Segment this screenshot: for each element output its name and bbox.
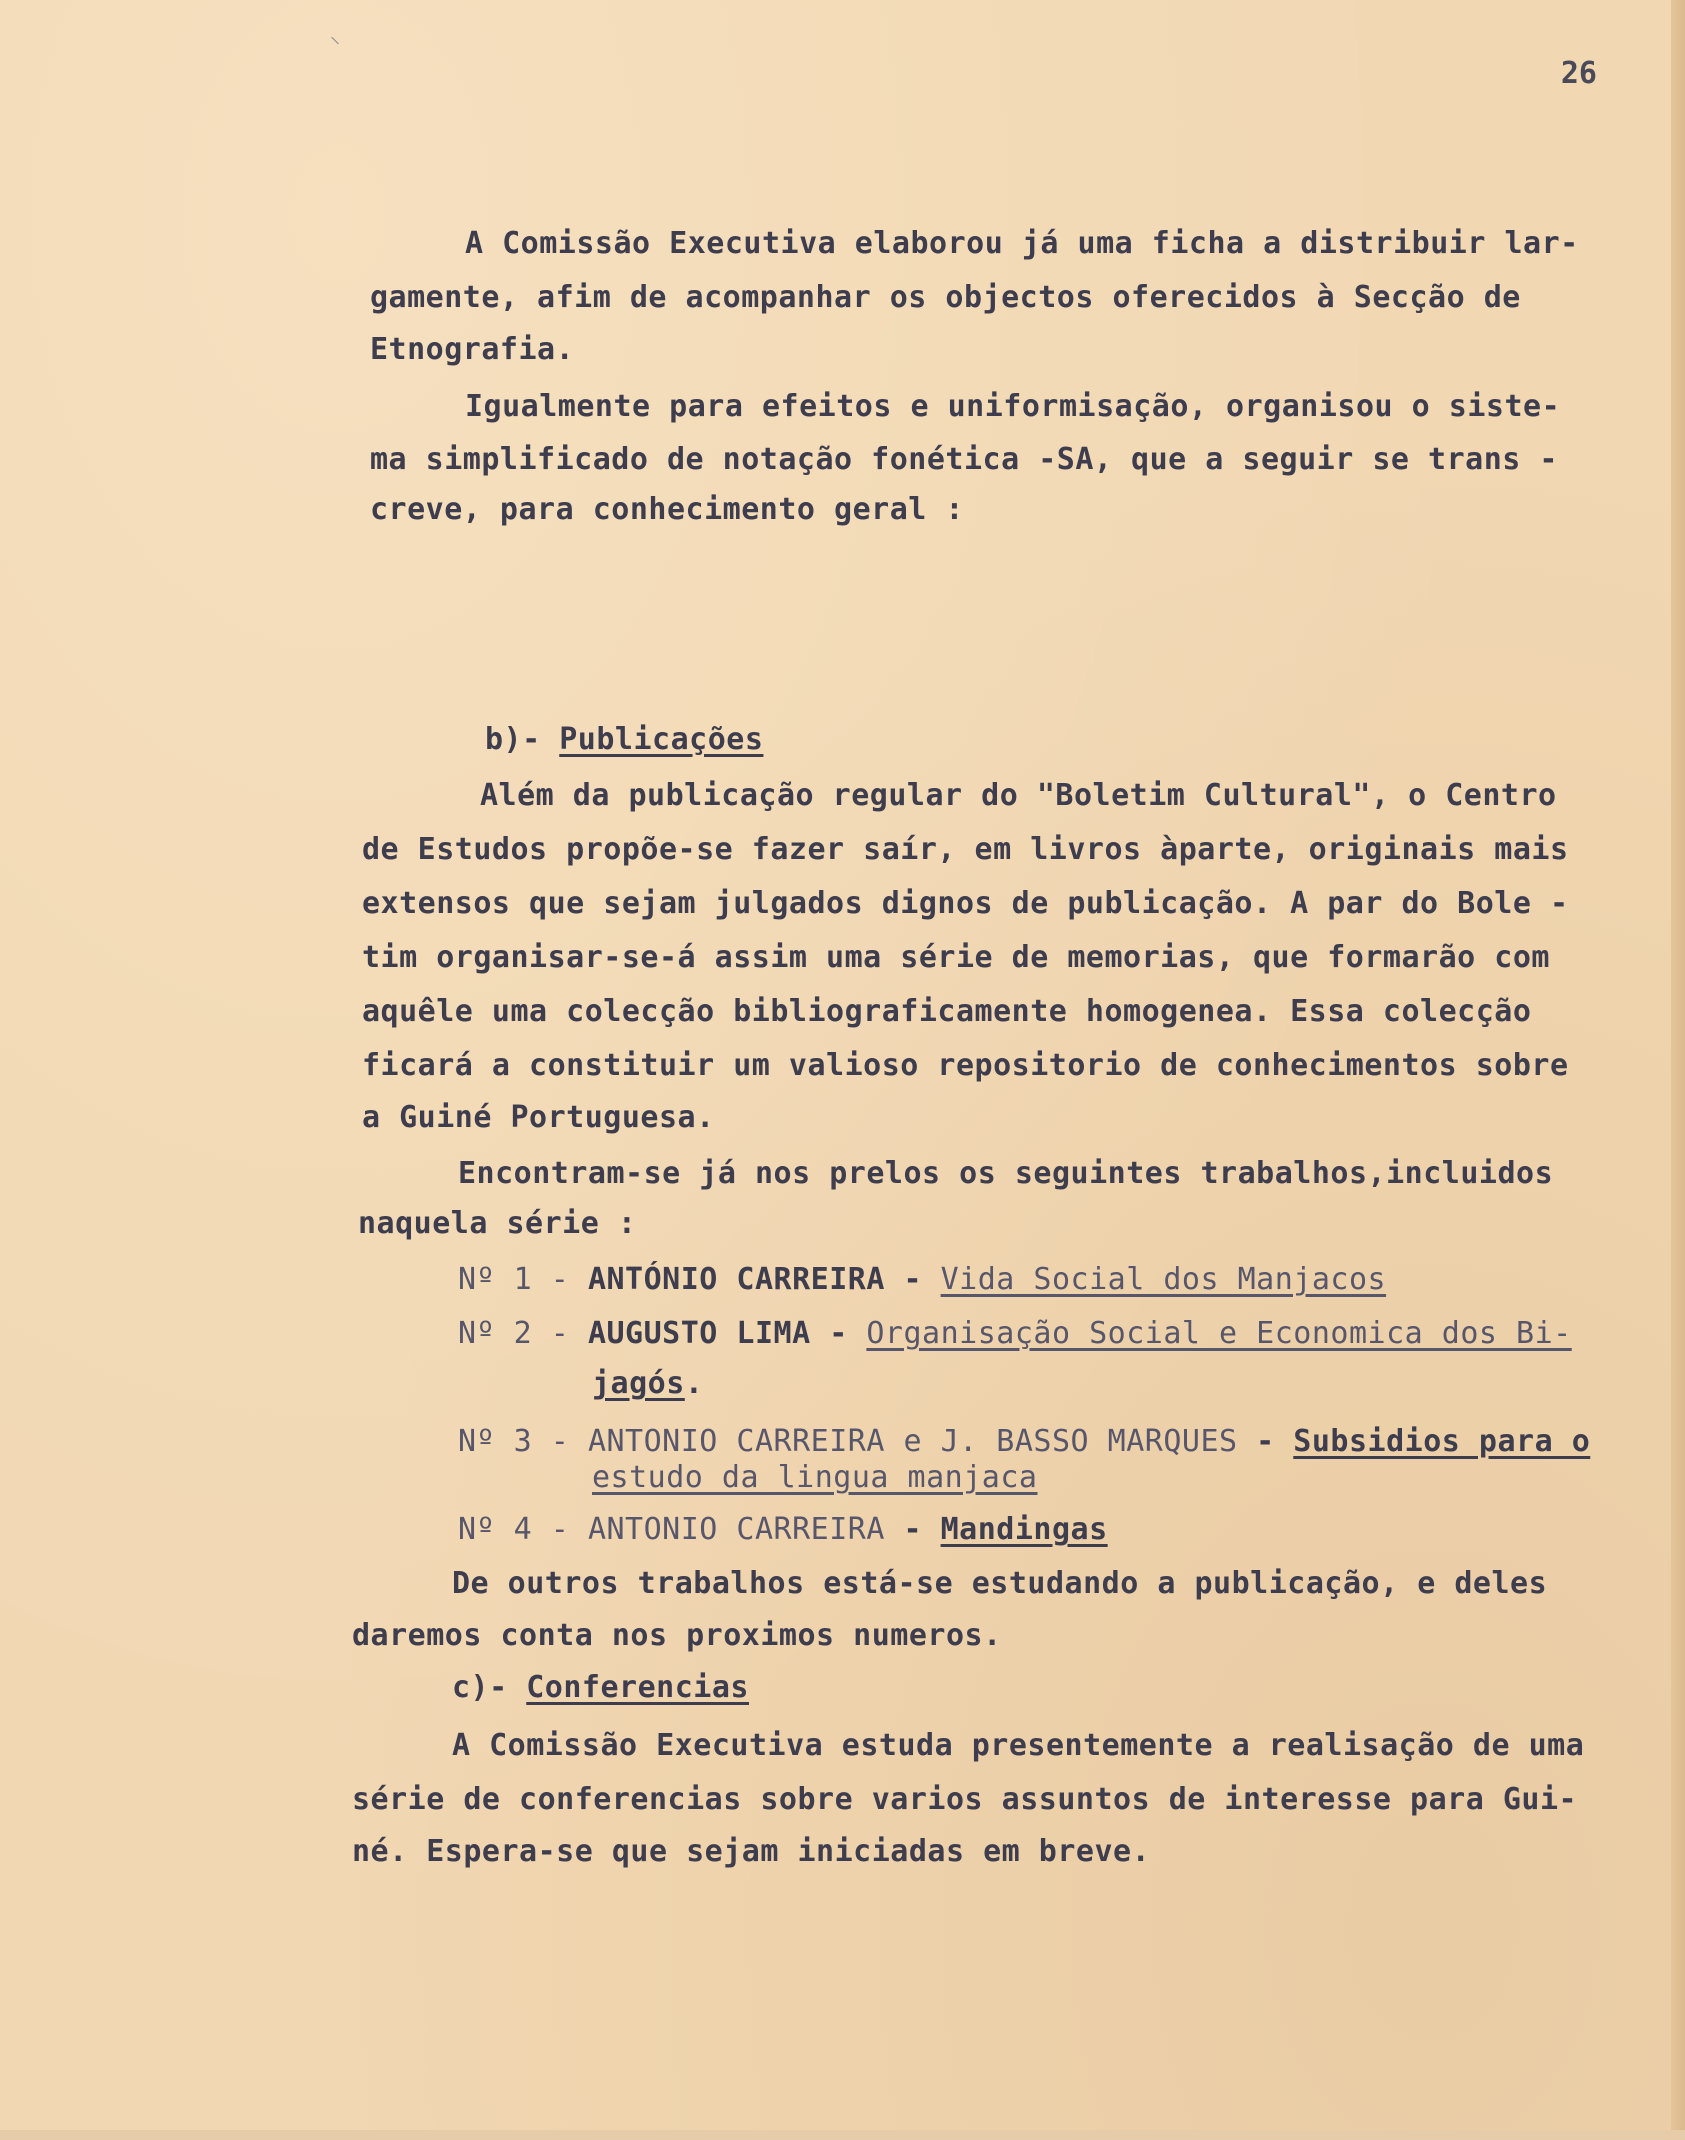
work-title-cont: estudo da lingua manjaca (592, 1460, 1038, 1495)
para6-line1: A Comissão Executiva estuda presentemente a realisação de uma (452, 1728, 1585, 1763)
para3-line3: extensos que sejam julgados dignos de publicação. A par do Bole - (362, 886, 1569, 921)
page-number: 26 (1560, 56, 1597, 91)
paper-edge-right (1671, 0, 1685, 2140)
section-b-heading (485, 722, 763, 758)
section-b-title: Publicações (559, 722, 764, 757)
paper-edge-bottom (0, 2130, 1685, 2140)
section-c-heading (452, 1670, 749, 1706)
work-separator: - (884, 1262, 941, 1297)
para5-line2: daremos conta nos proximos numeros. (352, 1618, 1002, 1653)
work-title-end: . (684, 1366, 704, 1401)
work-separator: - (1237, 1424, 1294, 1459)
work-title-cont: jagós (592, 1366, 685, 1401)
work-number: Nº 4 - (458, 1512, 588, 1547)
para1-line2: gamente, afim de acompanhar os objectos oferecidos à Secção de (370, 280, 1521, 315)
para1-line1: A Comissão Executiva elaborou já uma ficha a distribuir lar- (465, 226, 1579, 261)
work-author: ANTONIO CARREIRA e J. BASSO MARQUES (587, 1424, 1238, 1459)
work-title-continuation (592, 1366, 703, 1402)
para3-line2: de Estudos propõe-se fazer saír, em livros àparte, originais mais (362, 832, 1569, 867)
work-author: ANTONIO CARREIRA (587, 1512, 885, 1547)
para3-line4: tim organisar-se-á assim uma série de memorias, que formarão com (362, 940, 1550, 975)
work-item (458, 1512, 1108, 1548)
para2-line1: Igualmente para efeitos e uniformisação, organisou o siste- (465, 389, 1561, 424)
para5-line1: De outros trabalhos está-se estudando a publicação, e deles (452, 1566, 1548, 1601)
para4-line1: Encontram-se já nos prelos os seguintes trabalhos,incluidos (458, 1156, 1554, 1191)
work-item (458, 1262, 1386, 1298)
section-c-title: Conferencias (526, 1670, 749, 1705)
section-b-prefix: b)- (485, 722, 560, 757)
work-item (458, 1316, 1572, 1352)
para3-line5: aquêle uma colecção bibliograficamente homogenea. Essa colecção (362, 994, 1532, 1029)
work-item (458, 1424, 1590, 1460)
para3-line7: a Guiné Portuguesa. (362, 1100, 715, 1135)
work-number: Nº 2 - (458, 1316, 588, 1351)
para6-line2: série de conferencias sobre varios assuntos de interesse para Gui- (352, 1782, 1578, 1817)
work-number: Nº 3 - (458, 1424, 588, 1459)
para3-line6: ficará a constituir um valioso repositorio de conhecimentos sobre (362, 1048, 1569, 1083)
section-c-prefix: c)- (452, 1670, 527, 1705)
work-author: AUGUSTO LIMA (587, 1316, 811, 1351)
work-title-continuation (592, 1460, 1037, 1496)
work-title: Organisação Social e Economica dos Bi- (866, 1316, 1572, 1351)
work-separator: - (884, 1512, 941, 1547)
work-author: ANTÓNIO CARREIRA (587, 1262, 885, 1297)
work-title: Vida Social dos Manjacos (940, 1262, 1387, 1297)
para2-line2: ma simplificado de notação fonética -SA, que a seguir se trans - (370, 442, 1558, 477)
work-separator: - (810, 1316, 867, 1351)
para6-line3: né. Espera-se que sejam iniciadas em breve. (352, 1834, 1151, 1869)
work-title: Subsidios para o (1293, 1424, 1591, 1459)
ink-mark-icon: ⸌ (330, 32, 340, 56)
work-title: Mandingas (940, 1512, 1108, 1547)
work-number: Nº 1 - (458, 1262, 588, 1297)
para4-line2: naquela série : (358, 1206, 637, 1241)
para2-line3: creve, para conhecimento geral : (370, 492, 964, 527)
para1-line3: Etnografia. (370, 332, 575, 367)
para3-line1: Além da publicação regular do "Boletim Cultural", o Centro (480, 778, 1557, 813)
